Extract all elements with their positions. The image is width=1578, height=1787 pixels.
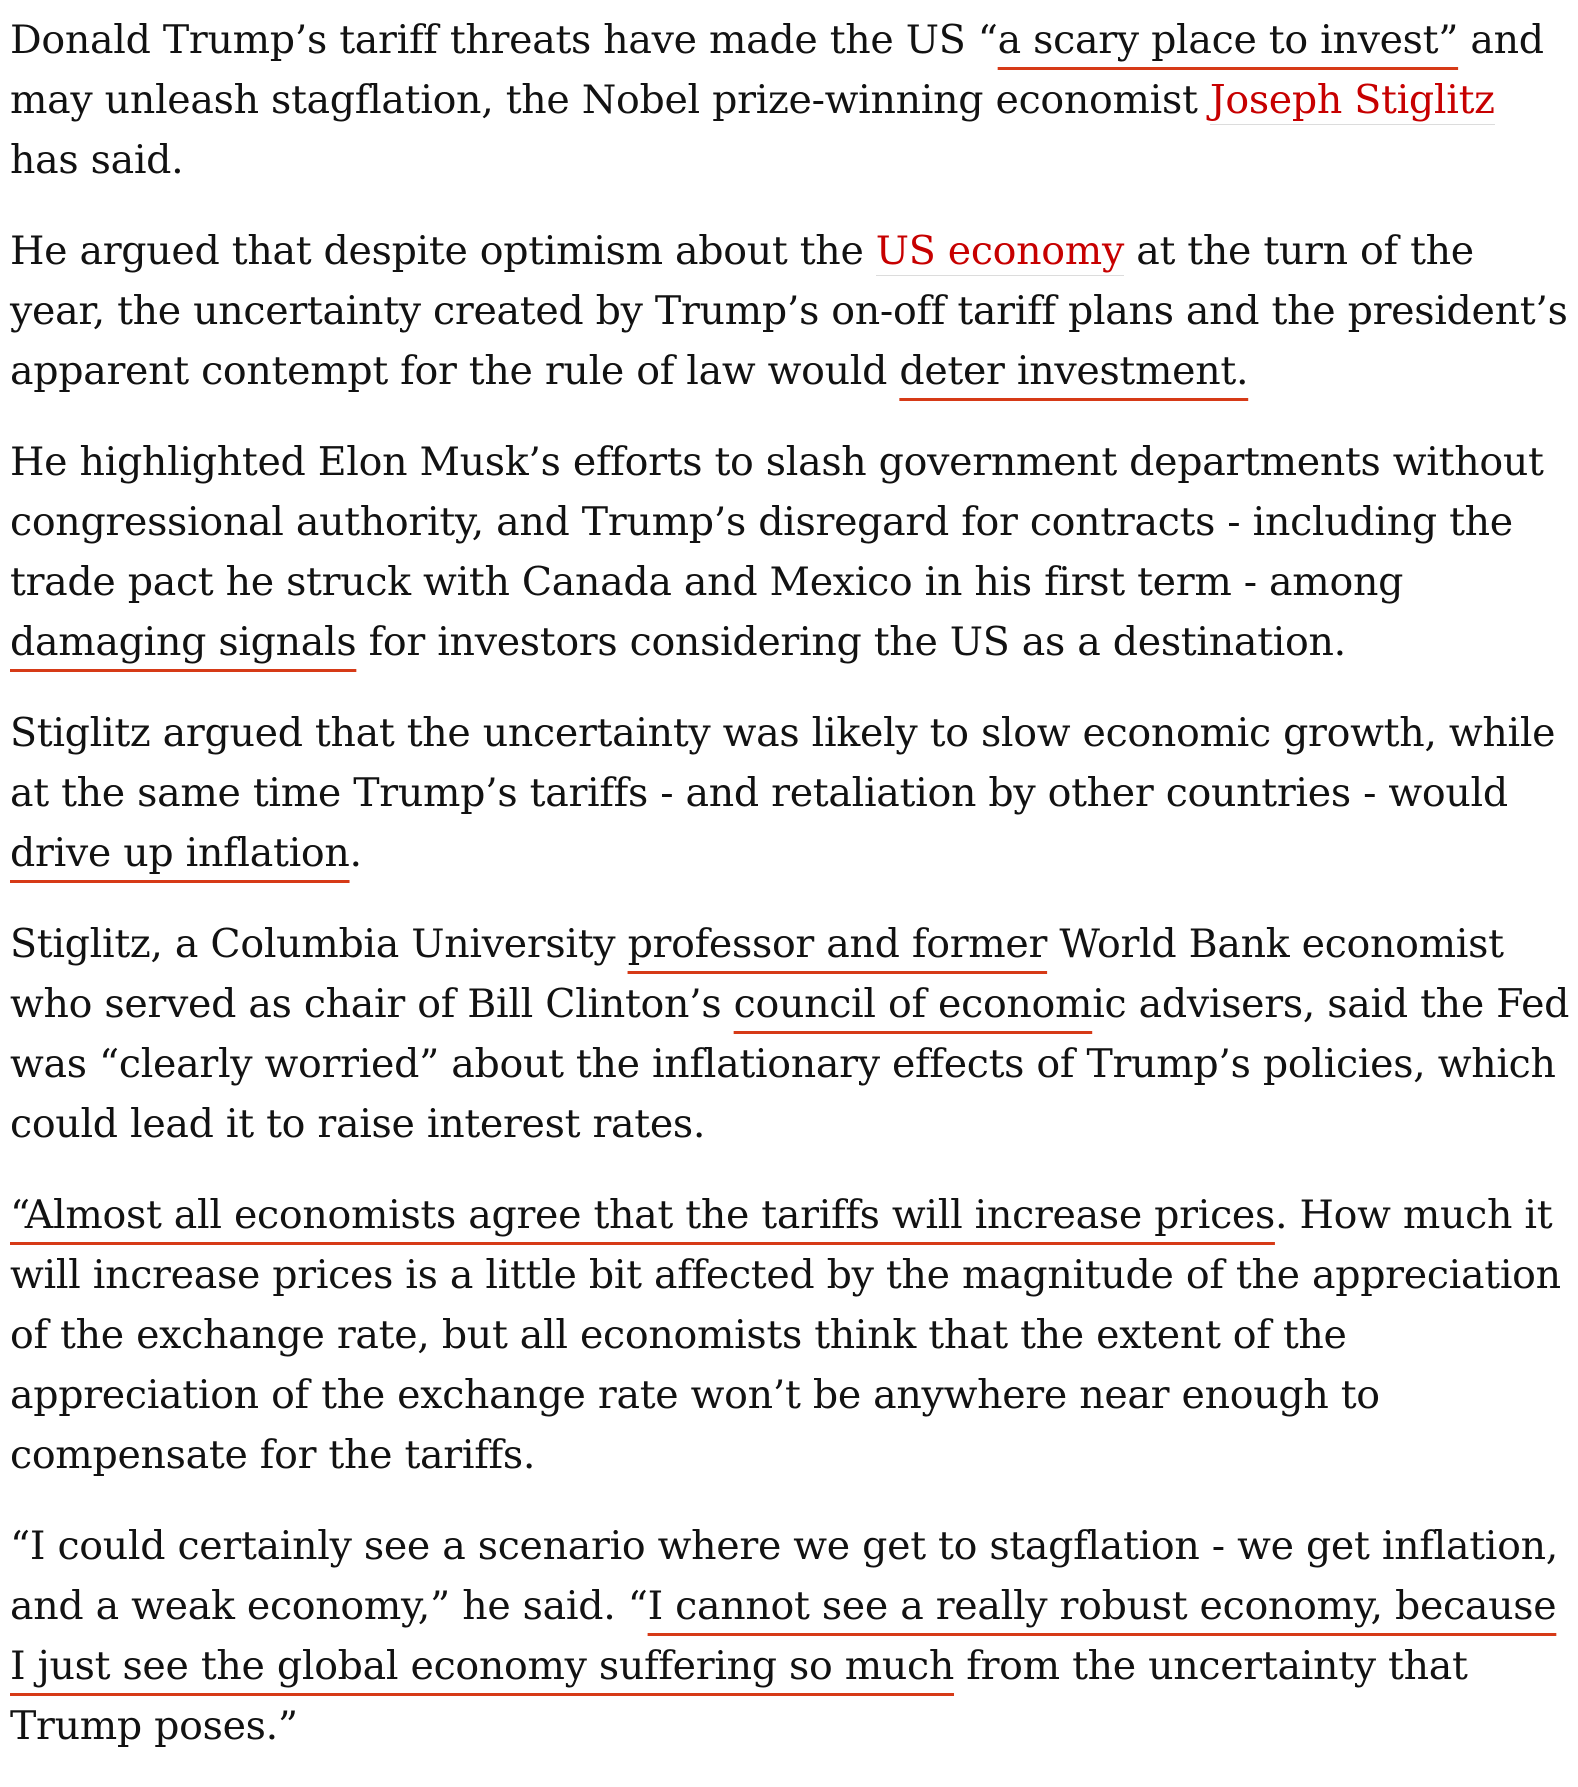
paragraph-1: Donald Trump’s tariff threats have made the US “a scary place to invest” and may unleash stagflation, the Nobel prize-winning economist Joseph Stiglitz has said. <box>10 17 1544 183</box>
article-body <box>10 10 1570 1787</box>
paragraph-5: Stiglitz, a Columbia University professor and former World Bank economist who served as chair of Bill Clinton’s council of economic advisers, said the Fed was “clearly worried” about the inflationary effects of Trump’s policies, which could lead it to raise interest rates. <box>10 921 1570 1147</box>
highlighted-phrase: damaging signals <box>10 619 357 665</box>
paragraph-4: Stiglitz argued that the uncertainty was likely to slow economic growth, while at the same time Trump’s tariffs - and retaliation by other countries - would drive up inflation. <box>10 710 1556 876</box>
highlighted-phrase: professor and former <box>627 921 1048 967</box>
link-us-economy[interactable]: US economy <box>875 228 1124 274</box>
highlighted-phrase: council of econom <box>733 981 1093 1027</box>
paragraph-3: He highlighted Elon Musk’s efforts to slash government departments without congressional authority, and Trump’s disregard for contracts - including the trade pact he struck with Canada and Mexico in his first term - among damaging signals for investors considering the US as a destination. <box>10 439 1544 665</box>
paragraph-6: “Almost all economists agree that the tariffs will increase prices. How much it will increase prices is a little bit affected by the magnitude of the appreciation of the exchange rate, but all economists think that the extent of the appreciation of the exchange rate won’t be anywhere near enough to compensate for the tariffs. <box>10 1192 1561 1478</box>
highlighted-phrase: deter investment. <box>899 348 1249 394</box>
highlighted-phrase: I cannot see a really robust economy, because I just see the global economy suffering so much <box>10 1583 1557 1689</box>
highlighted-phrase: a scary place to invest” <box>997 17 1459 63</box>
link-joseph-stiglitz[interactable]: Joseph Stiglitz <box>1209 77 1495 123</box>
paragraph-7: “I could certainly see a scenario where we get to stagflation - we get inflation, and a weak economy,” he said. “I cannot see a really robust economy, because I just see the global economy suffering so much from the uncertainty that Trump poses.” <box>10 1523 1558 1749</box>
highlighted-phrase: “Almost all economists agree that the tariffs will increase prices <box>10 1192 1275 1238</box>
highlighted-phrase: drive up inflation <box>10 830 350 876</box>
paragraph-2: He argued that despite optimism about the US economy at the turn of the year, the uncertainty created by Trump’s on-off tariff plans and the president’s apparent contempt for the rule of law would deter investment. <box>10 228 1568 394</box>
